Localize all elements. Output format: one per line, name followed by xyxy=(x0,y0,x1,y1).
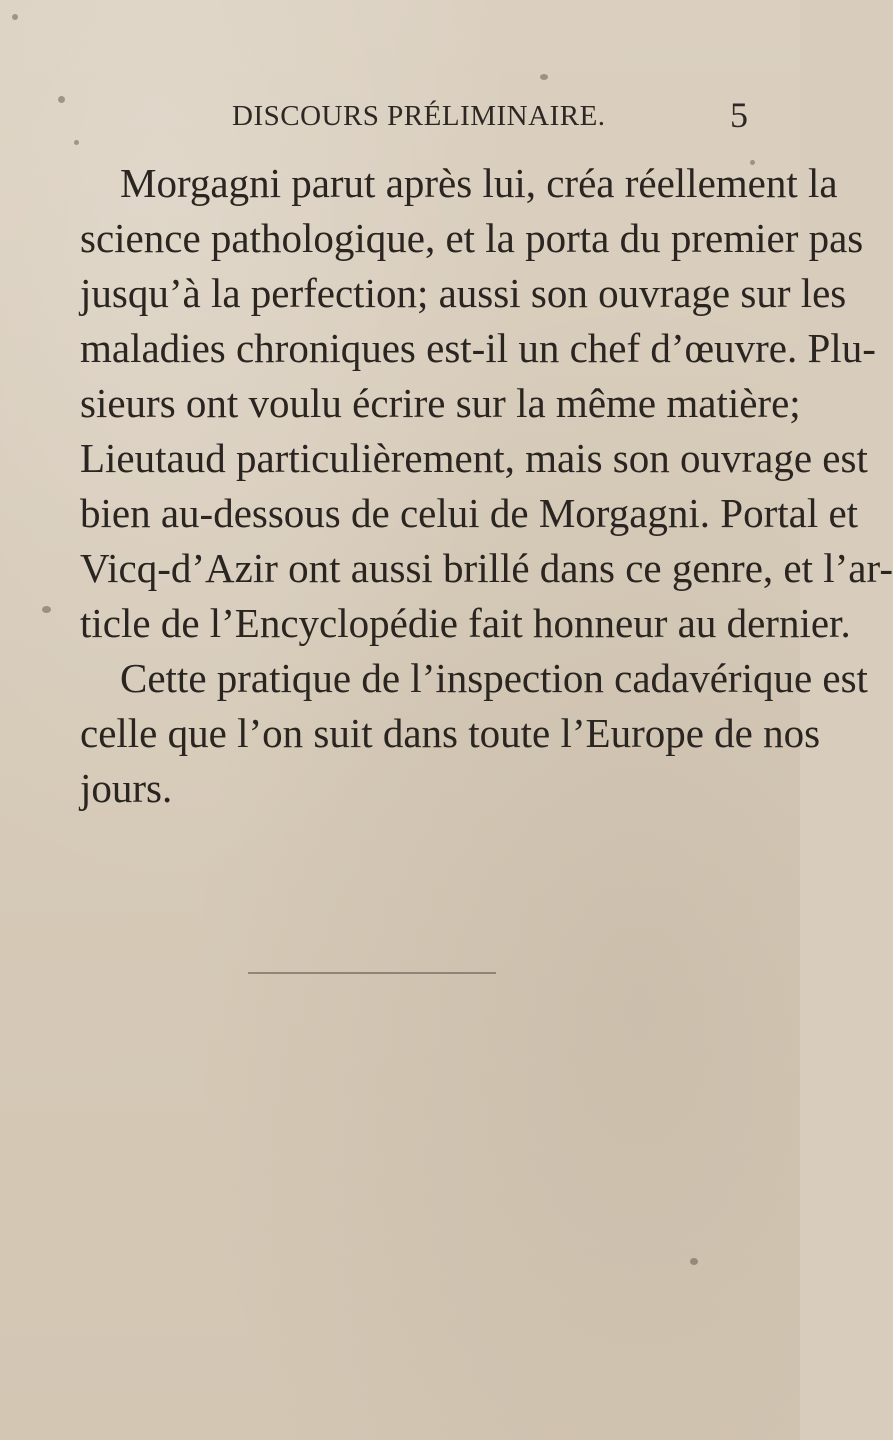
text-line: Lieutaud particulièrement, mais son ouvrage est xyxy=(80,435,868,481)
paper-speck xyxy=(12,14,18,20)
text-line: sieurs ont voulu écrire sur la même matière; xyxy=(80,380,801,426)
text-line: bien au-dessous de celui de Morgagni. Portal et xyxy=(80,490,859,536)
running-title: DISCOURS PRÉLIMINAIRE. xyxy=(232,100,606,132)
paper-speck xyxy=(750,160,755,165)
text-line: jours. xyxy=(80,765,173,811)
paper-speck xyxy=(42,606,51,613)
text-line: maladies chroniques est-il un chef d’œuvre. Plu- xyxy=(80,325,876,371)
text-line: ticle de l’Encyclopédie fait honneur au dernier. xyxy=(80,600,851,646)
text-line: jusqu’à la perfection; aussi son ouvrage sur les xyxy=(80,270,847,316)
text-line: Morgagni parut après lui, créa réellement la xyxy=(120,160,838,206)
section-divider xyxy=(248,972,496,974)
text-line: Vicq-d’Azir ont aussi brillé dans ce genre, et l’ar- xyxy=(80,545,893,591)
paper-speck xyxy=(74,140,79,145)
text-line: celle que l’on suit dans toute l’Europe de nos xyxy=(80,710,821,756)
text-line: Cette pratique de l’inspection cadavérique est xyxy=(120,655,868,701)
paper-speck xyxy=(690,1258,698,1265)
page-number: 5 xyxy=(730,95,748,135)
text-line: science pathologique, et la porta du premier pas xyxy=(80,215,864,261)
paper-speck xyxy=(58,96,65,103)
paper-speck xyxy=(540,74,548,80)
